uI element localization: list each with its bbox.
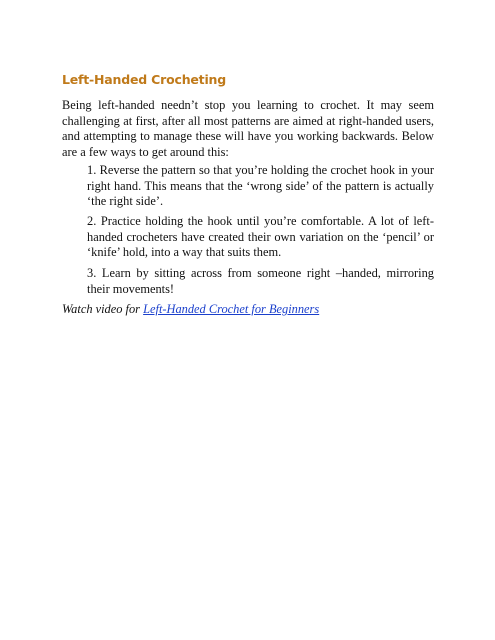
video-link[interactable]: Left-Handed Crochet for Beginners <box>143 302 320 316</box>
video-line <box>62 302 319 318</box>
video-prefix: Watch video for <box>62 302 144 316</box>
intro-paragraph: Being left-handed needn’t stop you learning to crochet. It may seem challenging at first, after all most patterns are aimed at right-handed users, and attempting to manage these will have you working backwards. Below are a few ways to get around this: <box>62 98 434 159</box>
tip-item-3: 3. Learn by sitting across from someone right –handed, mirroring their movements! <box>87 266 434 296</box>
page-heading: Left-Handed Crocheting <box>62 72 226 87</box>
tip-item-2: 2. Practice holding the hook until you’re comfortable. A lot of left-handed crocheters have created their own variation on the ‘pencil’ or ‘knife’ hold, into a way that suits them. <box>87 214 434 260</box>
tip-item-1: 1. Reverse the pattern so that you’re holding the crochet hook in your right hand. This means that the ‘wrong side’ of the pattern is actually ‘the right side’. <box>87 163 434 209</box>
